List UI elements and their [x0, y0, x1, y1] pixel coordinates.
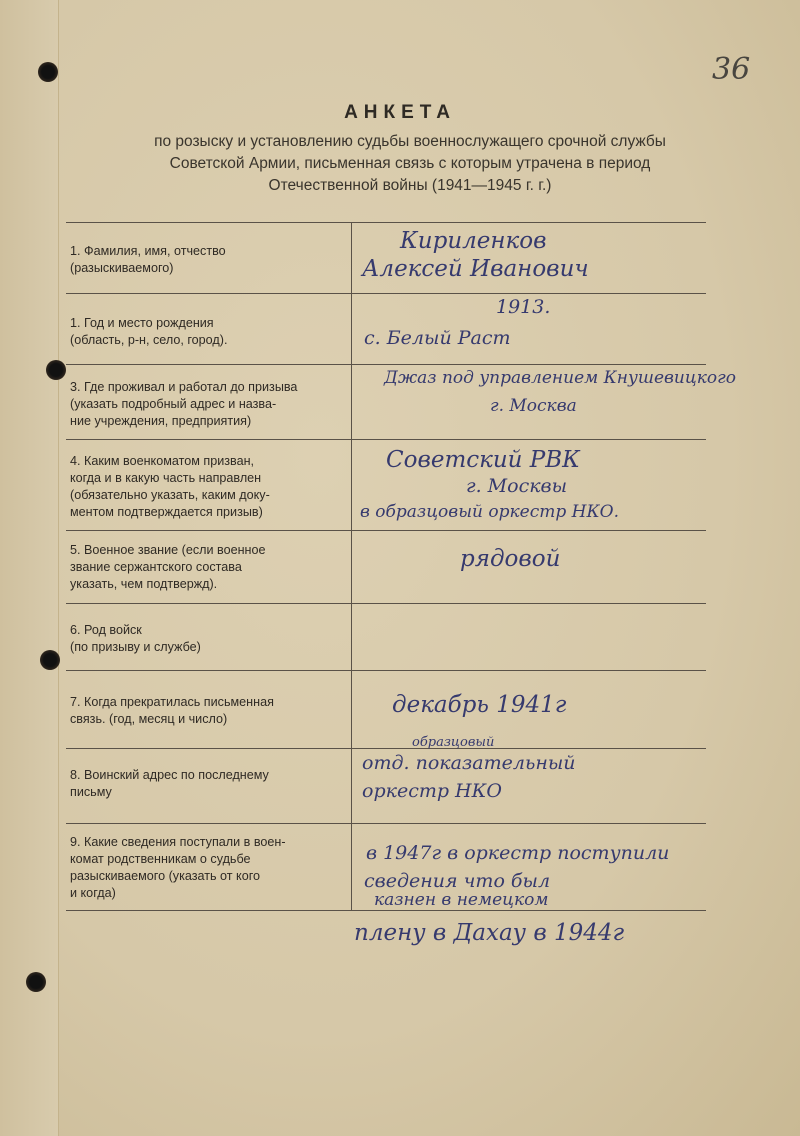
question-line: (обязательно указать, каким доку-	[70, 488, 270, 502]
question-line: 4. Каким военкоматом призван,	[70, 454, 255, 468]
answer-unit: в образцовый оркестр НКО.	[360, 502, 619, 522]
answer-info-line4: плену в Дахау в 1944г	[354, 920, 625, 946]
question-line: разыскиваемого (указать от кого	[70, 869, 261, 883]
question-line: связь. (год, месяц и число)	[70, 712, 228, 726]
row-divider	[66, 364, 706, 365]
answer-name-patronymic: Алексей Иванович	[362, 256, 589, 282]
answer-rank: рядовой	[460, 546, 561, 572]
question-residence-work	[70, 379, 348, 430]
question-line: указать, чем подтвержд).	[70, 577, 218, 591]
punch-hole	[38, 62, 58, 82]
answer-birth-place: с. Белый Раст	[364, 327, 511, 349]
answer-address-line2: оркестр НКО	[362, 780, 502, 802]
column-divider	[351, 223, 352, 911]
question-rank	[70, 542, 348, 593]
question-birth	[70, 315, 348, 349]
question-line: 7. Когда прекратилась письменная	[70, 695, 274, 709]
answer-info-line2: сведения что был	[364, 870, 551, 892]
answer-info-line3: казнен в немецком	[374, 890, 549, 910]
question-line: письму	[70, 785, 112, 799]
subtitle-line: по розыску и установлению судьбы военнослужащего срочной службы	[154, 133, 666, 150]
subtitle-line: Советской Армии, письменная связь с которым утрачена в период	[169, 155, 651, 172]
punch-hole	[46, 360, 66, 380]
question-line: комат родственникам о судьбе	[70, 852, 251, 866]
subtitle-line: Отечественной войны (1941—1945 г. г.)	[268, 177, 552, 194]
answer-address-line1: отд. показательный	[362, 752, 576, 774]
punch-hole	[26, 972, 46, 992]
question-line: когда и в какую часть направлен	[70, 471, 262, 485]
answer-address-insertion: образцовый	[412, 735, 495, 750]
question-line: звание сержантского состава	[70, 560, 242, 574]
question-line: (разыскиваемого)	[70, 261, 174, 275]
question-line: 1. Год и место рождения	[70, 316, 214, 330]
row-divider	[66, 293, 706, 294]
answer-office-city: г. Москвы	[466, 475, 568, 497]
question-line: (по призыву и службе)	[70, 640, 201, 654]
question-line: 8. Воинский адрес по последнему	[70, 768, 269, 782]
row-divider	[66, 603, 706, 604]
answer-workplace: Джаз под управлением Кнушевицкого	[384, 368, 736, 388]
question-line: ментом подтверждается призыв)	[70, 505, 263, 519]
question-line: 6. Род войск	[70, 623, 142, 637]
answer-military-office: Советский РВК	[386, 447, 580, 473]
table-top-border	[66, 222, 706, 223]
answer-city: г. Москва	[490, 396, 577, 416]
question-line: 9. Какие сведения поступали в воен-	[70, 835, 286, 849]
table-bottom-border	[66, 910, 706, 911]
question-line: (указать подробный адрес и назва-	[70, 397, 277, 411]
question-full-name	[70, 243, 348, 277]
question-line: 5. Военное звание (если военное	[70, 543, 266, 557]
question-line: и когда)	[70, 886, 116, 900]
question-line: 3. Где проживал и работал до призыва	[70, 380, 298, 394]
question-line: ние учреждения, предприятия)	[70, 414, 252, 428]
question-branch	[70, 622, 348, 656]
answer-surname: Кириленков	[400, 228, 547, 254]
row-divider	[66, 670, 706, 671]
binding-strip	[0, 0, 59, 1136]
question-military-address	[70, 767, 348, 801]
row-divider	[66, 748, 706, 749]
row-divider	[66, 823, 706, 824]
question-line: 1. Фамилия, имя, отчество	[70, 244, 226, 258]
page-number: 36	[712, 52, 751, 87]
question-line: (область, р-н, село, город).	[70, 333, 228, 347]
answer-last-letter-date: декабрь 1941г	[392, 692, 567, 718]
answer-info-line1: в 1947г в оркестр поступили	[366, 842, 670, 864]
row-divider	[66, 530, 706, 531]
document-subtitle	[60, 131, 760, 197]
document-title: АНКЕТА	[344, 102, 456, 123]
punch-hole	[40, 650, 60, 670]
question-info-received	[70, 834, 348, 902]
question-conscription	[70, 453, 348, 521]
row-divider	[66, 439, 706, 440]
question-last-letter	[70, 694, 348, 728]
answer-birth-year: 1913.	[496, 296, 551, 318]
